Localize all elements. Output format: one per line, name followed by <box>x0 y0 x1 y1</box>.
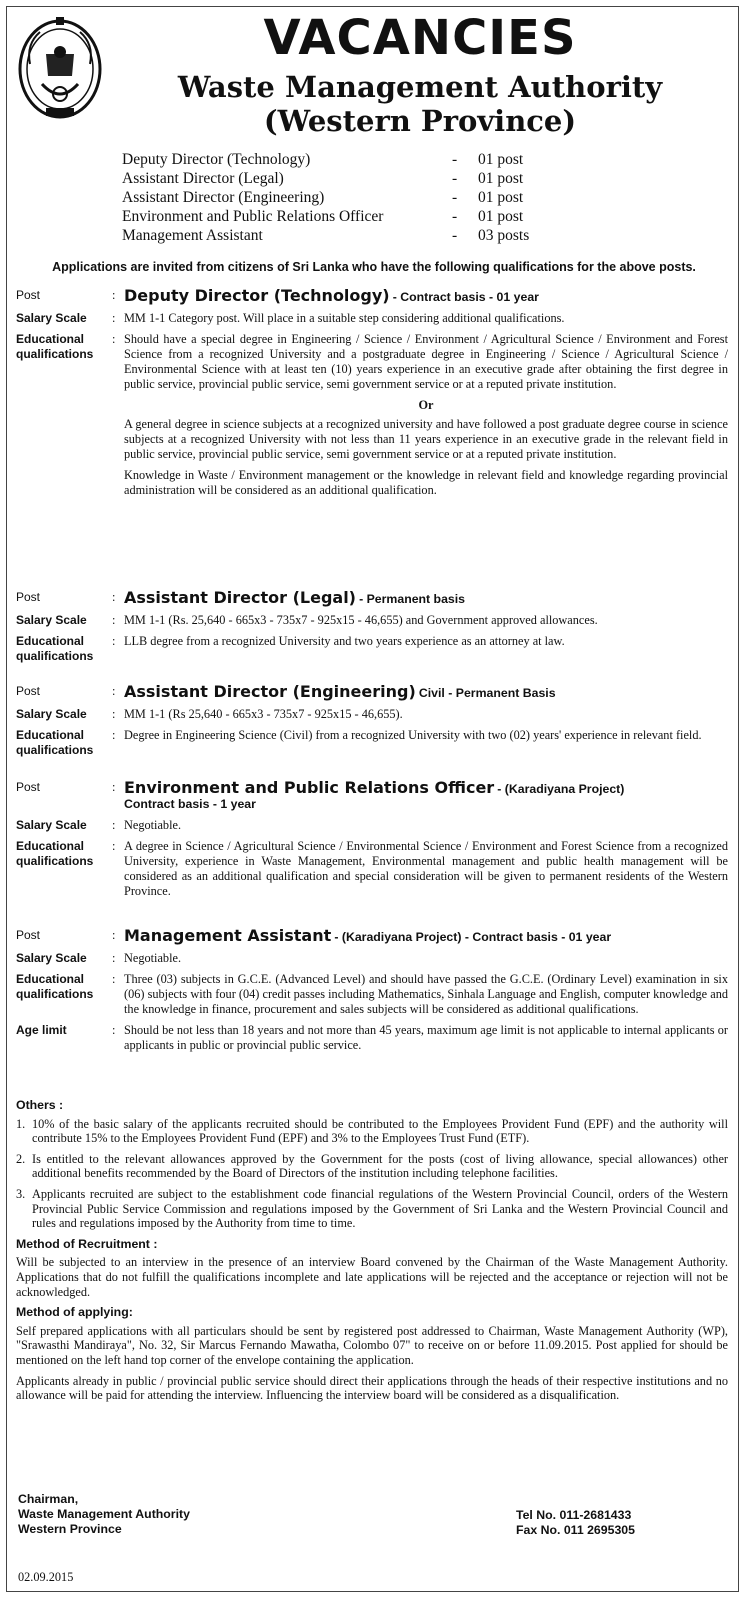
applying-note: Applicants already in public / provincial public service should direct their applications through the heads of their respective institutions and no allowance will be paid for attending the interview. Influencing the interview board will be considered as a disqualification. <box>16 1373 728 1403</box>
post-name: Deputy Director (Technology) <box>122 151 311 168</box>
post-title: Assistant Director (Legal) <box>124 588 356 607</box>
item-number: 3. <box>16 1186 26 1201</box>
edu-additional: Knowledge in Waste / Environment management or the knowledge in relevant field and knowledge regarding provincial administration will be considered as an additional qualification. <box>124 468 728 497</box>
salary-label: Salary Scale <box>16 311 87 325</box>
recruitment-text: Will be subjected to an interview in the presence of an interview Board convened by the Chairman of the Waste Management Authority. Applications that do not fulfill the qualifications incomplete and late applications will be rejected and the acceptance or rejection will not be acknowledged. <box>16 1255 728 1299</box>
colon: : <box>112 613 116 627</box>
colon: : <box>112 928 116 942</box>
item-text: Is entitled to the relevant allowances approved by the Government for the posts (cost of living allowance, special allowances) other additional benefits recommended by the Board of Directors of the institution including telephone facilities. <box>32 1151 728 1181</box>
telephone: Tel No. 011-2681433 <box>516 1508 632 1522</box>
edu-value: Three (03) subjects in G.C.E. (Advanced Level) and should have passed the G.C.E. (Ordinary Level) examination in six (06) subjects with four (04) credit passes including Mathematics, Sinhala Language and English, computer knowledge and the knowledge in finance, procurement and sales subjects will be considered as additional qualifications. <box>124 972 728 1016</box>
post-terms: Contract basis - 1 year <box>124 797 256 811</box>
age-value: Should be not less than 18 years and not more than 45 years, maximum age limit is not applicable to internal applicants or applicants in public or provincial public service. <box>124 1023 728 1052</box>
post-label: Post <box>16 780 41 794</box>
colon: : <box>112 590 116 604</box>
applying-text: Self prepared applications with all particulars should be sent by registered post addressed to Chairman, Waste Management Authority (WP), "Srawasthi Mandiraya", No. 32, Sir Marcus Fernando Mawatha, Colombo 07" to receive on or before 11.09.2015. Post applied for should be mentioned on the left hand top corner of the envelope containing the application. <box>16 1323 728 1367</box>
intro-text: Applications are invited from citizens of Sri Lanka who have the following qualifications for the above posts. <box>52 260 696 274</box>
edu-label: Educational qualifications <box>16 728 94 757</box>
posts-summary-row <box>122 226 529 245</box>
section-management-assistant <box>16 928 728 1059</box>
sri-lanka-emblem-icon <box>16 14 104 120</box>
edu-option-1: Should have a special degree in Engineering / Science / Environment / Agricultural Science / Environment and Forest Science from a recognized University and a postgraduate degree in Engineering / Science / Agricultural Science / Environmental Science with at least ten (10) years experience in an executive grade after obtaining the first degree in public service, provincial public service, semi government service or at a reputed private institution. <box>124 332 728 391</box>
publish-date: 02.09.2015 <box>18 1570 74 1584</box>
post-title: Assistant Director (Engineering) <box>124 682 416 701</box>
post-dash: - <box>452 170 458 187</box>
salary-label: Salary Scale <box>16 818 87 832</box>
posts-summary <box>122 150 529 245</box>
post-title: Environment and Public Relations Officer <box>124 778 495 797</box>
post-dash: - <box>452 151 458 168</box>
section-deputy-director <box>16 288 728 510</box>
colon: : <box>112 728 116 742</box>
post-terms: Civil - Permanent Basis <box>418 686 556 700</box>
signature-block <box>18 1492 190 1537</box>
edu-label: Educational qualifications <box>16 634 94 663</box>
item-text: 10% of the basic salary of the applicants recruited should be contributed to the Employees Provident Fund (EPF) and the authority will contribute 15% to the Employees Provident Fund (EPF) and 3% to the Employees Trust Fund (ETF). <box>32 1116 728 1146</box>
fax: Fax No. 011 2695305 <box>516 1523 635 1537</box>
post-dash: - <box>452 227 458 244</box>
colon: : <box>112 634 116 648</box>
post-terms: - (Karadiyana Project) - Contract basis - 01 year <box>334 930 612 944</box>
post-count: 01 post <box>478 170 524 187</box>
section-environment-pr-officer <box>16 780 728 905</box>
post-dash: - <box>452 208 458 225</box>
colon: : <box>112 972 116 986</box>
org-region: (Western Province) <box>263 104 577 138</box>
posts-summary-row <box>122 207 529 226</box>
edu-label: Educational qualifications <box>16 972 94 1001</box>
applying-heading: Method of applying: <box>16 1305 133 1320</box>
colon: : <box>112 707 116 721</box>
edu-option-2: A general degree in science subjects at a recognized university and have followed a post graduate degree course in science subjects at a recognized University with not less than 11 years experience in an executive grade in the relevant field in public service, provincial public service, semi government service or at a reputed private institution. <box>124 417 728 461</box>
salary-value: MM 1-1 (Rs 25,640 - 665x3 - 735x7 - 925x15 - 46,655). <box>124 707 403 721</box>
others-section <box>16 1098 728 1409</box>
edu-label: Educational qualifications <box>16 332 94 361</box>
salary-label: Salary Scale <box>16 951 87 965</box>
colon: : <box>112 332 116 346</box>
post-terms: - Permanent basis <box>359 592 466 606</box>
colon: : <box>112 951 116 965</box>
colon: : <box>112 684 116 698</box>
colon: : <box>112 288 116 302</box>
edu-value: LLB degree from a recognized University and two years experience as an attorney at law. <box>124 634 565 648</box>
post-name: Assistant Director (Engineering) <box>122 189 325 206</box>
section-assistant-director-legal <box>16 590 728 670</box>
others-heading: Others : <box>16 1098 64 1112</box>
post-label: Post <box>16 288 41 302</box>
salary-label: Salary Scale <box>16 613 87 627</box>
post-name: Management Assistant <box>122 227 263 244</box>
recruitment-heading: Method of Recruitment : <box>16 1236 158 1251</box>
salary-value: Negotiable. <box>124 951 182 965</box>
posts-summary-row <box>122 169 529 188</box>
post-label: Post <box>16 590 41 604</box>
post-title: Management Assistant <box>124 926 332 945</box>
salary-value: Negotiable. <box>124 818 182 832</box>
section-assistant-director-engineering <box>16 684 728 764</box>
colon: : <box>112 780 116 794</box>
post-count: 03 posts <box>478 227 530 244</box>
edu-value: Degree in Engineering Science (Civil) from a recognized University with two (02) years' experience in relevant field. <box>124 728 702 742</box>
colon: : <box>112 311 116 325</box>
post-label: Post <box>16 684 41 698</box>
colon: : <box>112 818 116 832</box>
post-title: Deputy Director (Technology) <box>124 286 390 305</box>
edu-value: A degree in Science / Agricultural Science / Environmental Science / Environment and Forest Science from a recognized University, experience in Waste Management, Environmental management and public health management will be considered as an additional qualification and special consideration will be given to permanent residents of the Western Province. <box>124 839 728 898</box>
post-name: Environment and Public Relations Officer <box>122 208 384 225</box>
or-divider: Or <box>418 398 434 412</box>
post-project: - (Karadiyana Project) <box>497 782 625 796</box>
org-name: Waste Management Authority <box>177 70 663 104</box>
signatory-title: Chairman, <box>18 1492 79 1506</box>
posts-summary-row <box>122 150 529 169</box>
salary-value: MM 1-1 (Rs. 25,640 - 665x3 - 735x7 - 925x15 - 46,655) and Government approved allowances. <box>124 613 598 627</box>
colon: : <box>112 839 116 853</box>
contact-block <box>516 1508 635 1538</box>
item-number: 2. <box>16 1151 26 1166</box>
signatory-region: Western Province <box>18 1522 122 1536</box>
item-number: 1. <box>16 1116 26 1131</box>
page-title: VACANCIES <box>263 10 577 66</box>
post-count: 01 post <box>478 189 524 206</box>
list-item <box>16 1117 728 1146</box>
item-text: Applicants recruited are subject to the establishment code financial regulations of the Western Provincial Council, orders of the Western Provincial Public Service Commission and regulations imposed by the Government of Sri Lanka and the Western Provincial Council and rules and regulations imposed by the Authority from time to time. <box>32 1186 728 1231</box>
salary-label: Salary Scale <box>16 707 87 721</box>
age-label: Age limit <box>16 1023 67 1037</box>
posts-summary-row <box>122 188 529 207</box>
post-count: 01 post <box>478 151 524 168</box>
colon: : <box>112 1023 116 1037</box>
salary-value: MM 1-1 Category post. Will place in a suitable step considering additional qualifications. <box>124 311 565 325</box>
edu-label: Educational qualifications <box>16 839 94 868</box>
post-dash: - <box>452 189 458 206</box>
signatory-org: Waste Management Authority <box>18 1507 190 1521</box>
list-item <box>16 1152 728 1181</box>
post-count: 01 post <box>478 208 524 225</box>
post-name: Assistant Director (Legal) <box>122 170 284 187</box>
post-terms: - Contract basis - 01 year <box>392 290 539 304</box>
post-label: Post <box>16 928 41 942</box>
list-item <box>16 1187 728 1231</box>
